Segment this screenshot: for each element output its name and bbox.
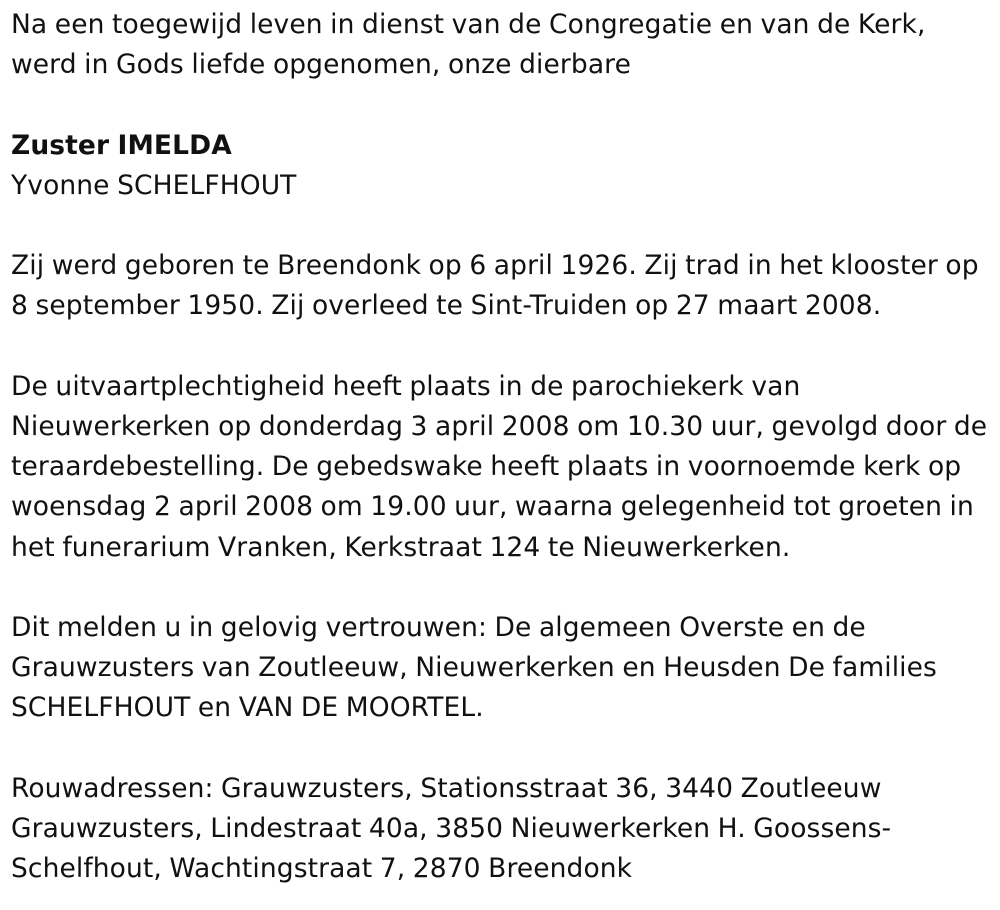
biography-line: 8 september 1950. Zij overleed te Sint-Truiden op 27 maart 2008. [11, 290, 882, 322]
biography-paragraph [11, 246, 996, 326]
paragraph-spacer [11, 206, 996, 246]
funeral-line: het funerarium Vranken, Kerkstraat 124 te Nieuwerkerken. [11, 531, 791, 563]
announcement-line: Grauwzusters van Zoutleeuw, Nieuwerkerken en Heusden De families [11, 652, 937, 684]
deceased-name-block [11, 126, 996, 206]
paragraph-spacer [11, 729, 996, 769]
biography-line: Zij werd geboren te Breendonk op 6 april 1926. Zij trad in het klooster op [11, 250, 979, 282]
announcement-line: SCHELFHOUT en VAN DE MOORTEL. [11, 692, 484, 724]
religious-name: Zuster IMELDA [11, 129, 232, 161]
obituary-notice [11, 5, 996, 889]
paragraph-spacer [11, 568, 996, 608]
intro-line: werd in Gods liefde opgenomen, onze dierbare [11, 49, 631, 81]
intro-line: Na een toegewijd leven in dienst van de Congregatie en van de Kerk, [11, 9, 926, 40]
address-line: Rouwadressen: Grauwzusters, Stationsstraat 36, 3440 Zoutleeuw [11, 772, 882, 804]
funeral-paragraph [11, 367, 996, 568]
funeral-line: Nieuwerkerken op donderdag 3 april 2008 om 10.30 uur, gevolgd door de [11, 410, 988, 442]
paragraph-spacer [11, 327, 996, 367]
intro-paragraph [11, 5, 996, 85]
address-line: Schelfhout, Wachtingstraat 7, 2870 Breendonk [11, 853, 633, 885]
paragraph-spacer [11, 85, 996, 125]
civil-name: Yvonne SCHELFHOUT [11, 169, 297, 201]
funeral-line: woensdag 2 april 2008 om 19.00 uur, waarna gelegenheid tot groeten in [11, 491, 974, 523]
announcement-line: Dit melden u in gelovig vertrouwen: De algemeen Overste en de [11, 611, 866, 643]
funeral-line: De uitvaartplechtigheid heeft plaats in de parochiekerk van [11, 370, 801, 402]
addresses-paragraph [11, 769, 996, 890]
address-line: Grauwzusters, Lindestraat 40a, 3850 Nieuwerkerken H. Goossens- [11, 812, 892, 844]
funeral-line: teraardebestelling. De gebedswake heeft plaats in voornoemde kerk op [11, 451, 962, 483]
announcement-paragraph [11, 608, 996, 729]
